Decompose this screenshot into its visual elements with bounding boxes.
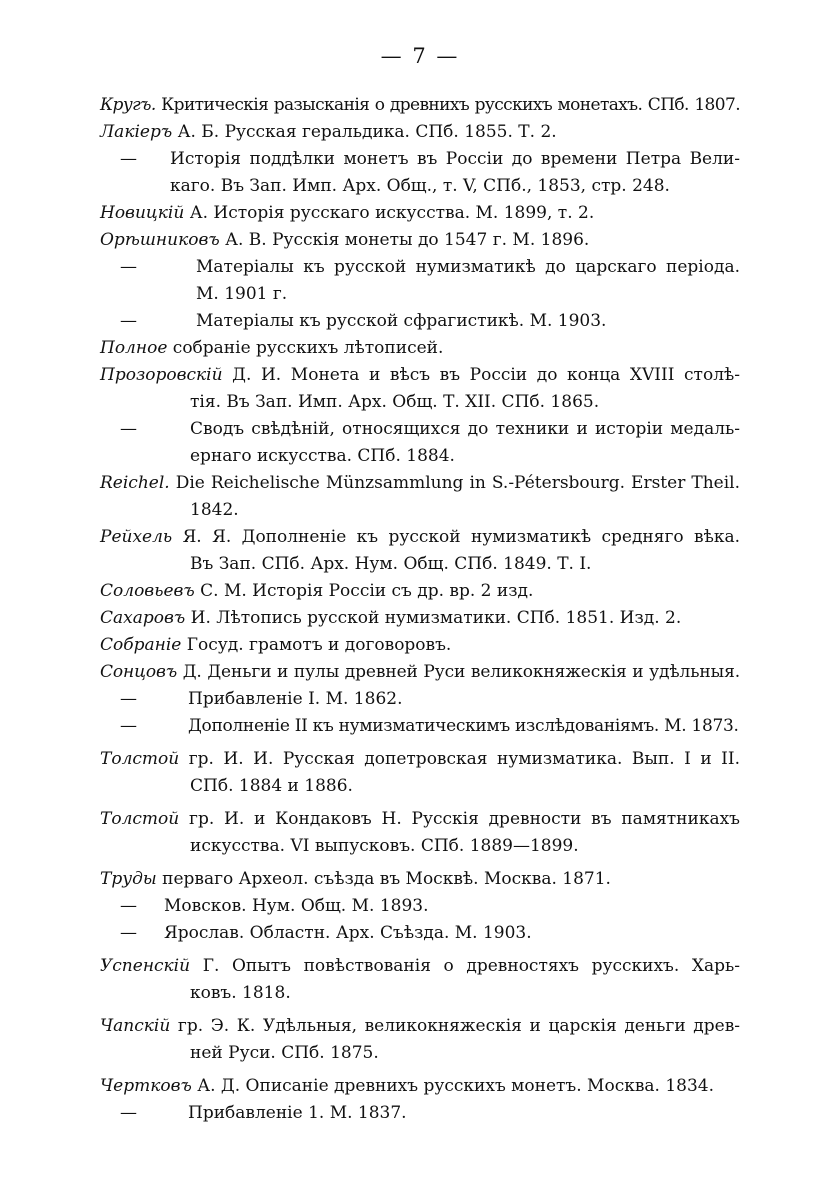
ditto-dash: — <box>120 311 137 331</box>
entry-author: Толстой <box>100 809 180 829</box>
ditto-dash: — <box>120 689 137 709</box>
ditto-dash: — <box>120 896 137 916</box>
bibliography-entry <box>100 806 740 860</box>
entry-text: Я. Я. Дополненіе къ русской нумизматикѣ средняго вѣка. <box>182 527 740 547</box>
entry-author: Прозоровскій <box>100 365 223 385</box>
bibliography-subentry <box>100 893 740 920</box>
entry-author: Reichel. <box>100 473 170 493</box>
entry-text: Исторія поддѣлки монетъ въ Россіи до времени Петра Вели- <box>170 149 740 169</box>
entry-text: ернаго искусства. СПб. 1884. <box>190 446 455 466</box>
entry-author: Полное <box>100 338 168 358</box>
bibliography-subentry <box>100 686 740 713</box>
entry-text: Д. И. Монета и вѣсъ въ Россіи до конца XVIII столѣ- <box>232 365 740 385</box>
bibliography-entry <box>100 659 740 686</box>
entry-text: ней Руси. СПб. 1875. <box>190 1043 379 1063</box>
bibliography-subentry <box>100 1100 740 1127</box>
bibliography-entry <box>100 632 740 659</box>
entry-text: А. Д. Описаніе древнихъ русскихъ монетъ. Москва. 1834. <box>197 1076 715 1096</box>
entry-author: Соловьевъ <box>100 581 195 601</box>
bibliography-entry <box>100 953 740 1007</box>
entry-text: Die Reichelische Münzsammlung in S.-Pétersbourg. Erster Theil. <box>175 473 740 493</box>
page-number: — 7 — <box>380 44 460 68</box>
entry-author: Лакіеръ <box>100 122 173 142</box>
bibliography-entry <box>100 200 740 227</box>
entry-author: Труды <box>100 869 157 889</box>
bibliography-subentry <box>100 920 740 947</box>
bibliography-entry <box>100 605 740 632</box>
entry-text: С. М. Исторія Россіи съ др. вр. 2 изд. <box>200 581 534 601</box>
entry-author: Успенскій <box>100 956 191 976</box>
entry-text: Матеріалы къ русской сфрагистикѣ. М. 1903. <box>196 311 607 331</box>
entry-text: ковъ. 1818. <box>190 983 291 1003</box>
bibliography-entry <box>100 335 740 362</box>
bibliography-subentry <box>100 254 740 308</box>
bibliography-entry <box>100 1013 740 1067</box>
entry-text: гр. Э. К. Удѣльныя, великокняжескія и царскія деньги древ- <box>177 1016 741 1036</box>
bibliography-list <box>100 92 740 1127</box>
entry-author: Толстой <box>100 749 180 769</box>
bibliography-entry <box>100 866 740 893</box>
entry-text: СПб. 1884 и 1886. <box>190 776 353 796</box>
entry-text: А. В. Русскія монеты до 1547 г. М. 1896. <box>225 230 590 250</box>
entry-author: Чертковъ <box>100 1076 192 1096</box>
entry-author: Кругъ. <box>100 95 156 115</box>
entry-author: Собраніе <box>100 635 182 655</box>
entry-text: Д. Деньги и пулы древней Руси великокняжескія и удѣльныя. <box>182 662 740 682</box>
entry-text: Критическія разысканія о древнихъ русскихъ монетахъ. СПб. 1807. <box>161 95 740 115</box>
entry-text: Госуд. грамотъ и договоровъ. <box>186 635 452 655</box>
entry-text: собраніе русскихъ лѣтописей. <box>172 338 444 358</box>
ditto-dash: — <box>120 716 137 736</box>
entry-text: А. Исторія русскаго искусства. М. 1899, т. 2. <box>189 203 595 223</box>
bibliography-subentry <box>100 713 740 740</box>
entry-text: Прибавленіе 1. М. 1837. <box>188 1103 407 1123</box>
entry-text: гр. И. И. Русская допетровская нумизматика. Вып. I и II. <box>188 749 741 769</box>
bibliography-entry <box>100 227 740 254</box>
ditto-dash: — <box>120 149 137 169</box>
entry-text: Г. Опытъ повѣствованія о древностяхъ русскихъ. Харь- <box>202 956 741 976</box>
bibliography-entry <box>100 119 740 146</box>
bibliography-entry <box>100 746 740 800</box>
bibliography-entry <box>100 92 740 119</box>
entry-text: А. Б. Русская геральдика. СПб. 1855. Т. 2. <box>177 122 557 142</box>
entry-author: Чапскій <box>100 1016 171 1036</box>
entry-text: искусства. VI выпусковъ. СПб. 1889—1899. <box>190 836 579 856</box>
entry-text: 1842. <box>190 500 239 520</box>
entry-text: Мовсков. Нум. Общ. М. 1893. <box>164 896 429 916</box>
bibliography-entry <box>100 1073 740 1100</box>
entry-text: Ярослав. Областн. Арх. Съѣзда. М. 1903. <box>164 923 532 943</box>
bibliography-entry <box>100 524 740 578</box>
ditto-dash: — <box>120 257 137 277</box>
bibliography-subentry <box>100 416 740 470</box>
entry-text: И. Лѣтопись русской нумизматики. СПб. 1851. Изд. 2. <box>190 608 682 628</box>
entry-text: Дополненіе II къ нумизматическимъ изслѣдованіямъ. М. 1873. <box>188 716 739 736</box>
bibliography-subentry <box>100 308 740 335</box>
entry-author: Рейхель <box>100 527 173 547</box>
entry-text: Въ Зап. СПб. Арх. Нум. Общ. СПб. 1849. Т. I. <box>190 554 592 574</box>
entry-text: Матеріалы къ русской нумизматикѣ до царскаго періода. <box>196 257 740 277</box>
entry-author: Сахаровъ <box>100 608 186 628</box>
entry-author: Новицкій <box>100 203 185 223</box>
ditto-dash: — <box>120 419 137 439</box>
entry-author: Орѣшниковъ <box>100 230 220 250</box>
entry-author: Сонцовъ <box>100 662 178 682</box>
entry-text: М. 1901 г. <box>196 284 288 304</box>
entry-text: тія. Въ Зап. Имп. Арх. Общ. Т. XII. СПб. 1865. <box>190 392 600 412</box>
entry-text: перваго Археол. съѣзда въ Москвѣ. Москва. 1871. <box>162 869 611 889</box>
entry-text: Сводъ свѣдѣній, относящихся до техники и исторіи медаль- <box>190 419 740 439</box>
ditto-dash: — <box>120 1103 137 1123</box>
bibliography-entry <box>100 362 740 416</box>
bibliography-entry <box>100 470 740 524</box>
entry-text: Прибавленіе I. М. 1862. <box>188 689 403 709</box>
bibliography-subentry <box>100 146 740 200</box>
entry-text: гр. И. и Кондаковъ Н. Русскія древности въ памятникахъ <box>189 809 740 829</box>
entry-text: каго. Въ Зап. Имп. Арх. Общ., т. V, СПб., 1853, стр. 248. <box>170 176 670 196</box>
ditto-dash: — <box>120 923 137 943</box>
bibliography-entry <box>100 578 740 605</box>
